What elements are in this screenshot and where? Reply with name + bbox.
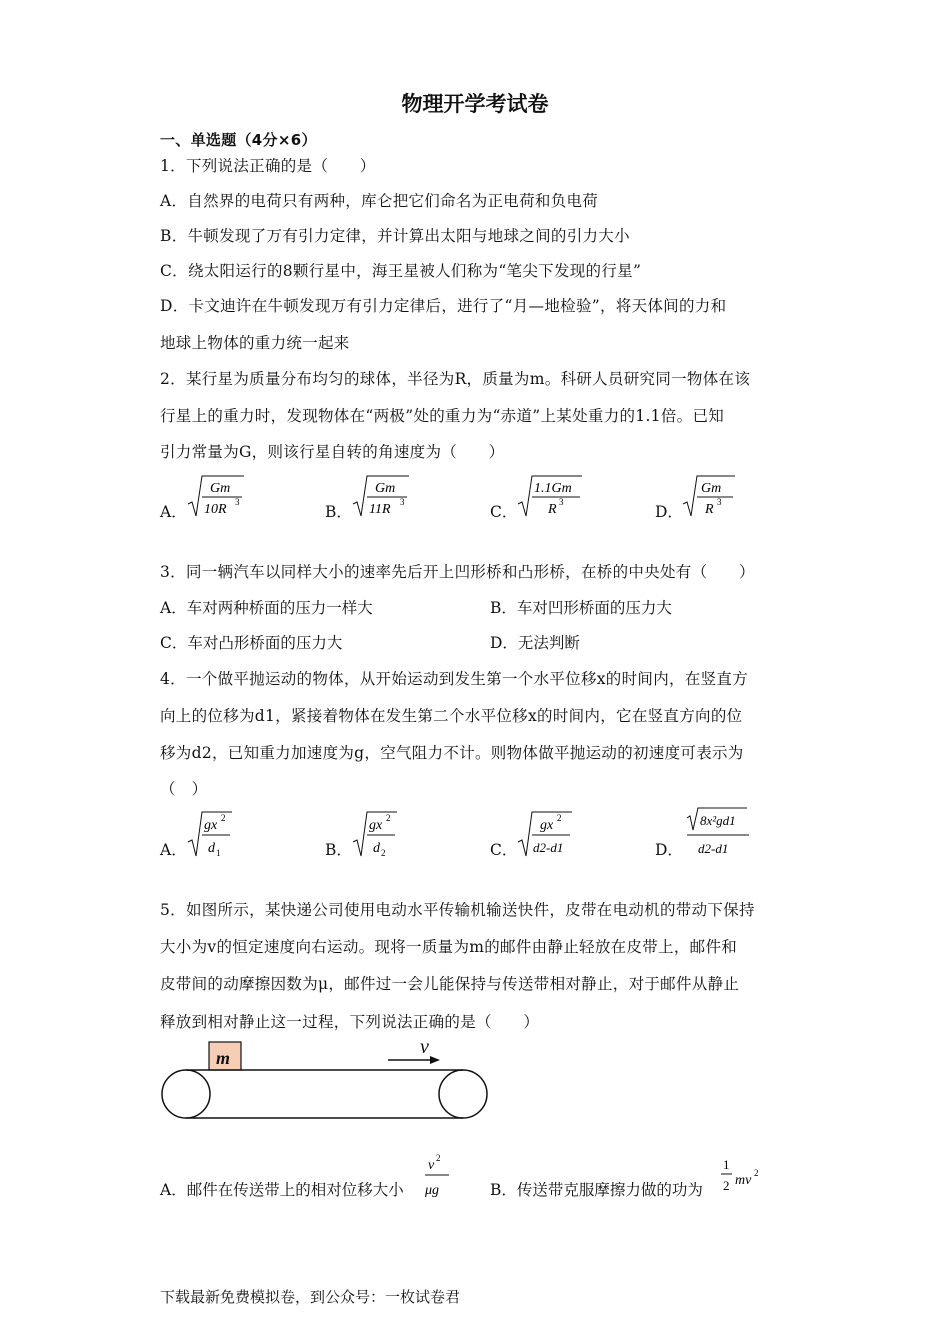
svg-text:2: 2 [723, 1178, 730, 1193]
q5-option-a-formula [423, 1152, 455, 1206]
q2-option-b-formula [351, 472, 411, 524]
q5-option-b-formula [718, 1152, 770, 1206]
q2-option-a-formula [186, 472, 246, 524]
q5-option-a: A．邮件在传送带上的相对位移大小 [160, 1181, 404, 1199]
q5-stem-line4: 释放到相对静止这一过程，下列说法正确的是（ ） [160, 1013, 540, 1031]
q1-option-a: A．自然界的电荷只有两种，库仑把它们命名为正电荷和负电荷 [160, 192, 599, 210]
q3-stem: 3．同一辆汽车以同样大小的速率先后开上凹形桥和凸形桥，在桥的中央处有（ ） [160, 563, 755, 581]
q4-option-b-formula [351, 808, 401, 864]
svg-text:μg: μg [425, 1183, 440, 1198]
svg-text:d2-d1: d2-d1 [533, 840, 564, 855]
q3-option-b: B．车对凹形桥面的压力大 [490, 599, 672, 617]
svg-text:gx: gx [369, 818, 383, 833]
q2-stem-line3: 引力常量为G，则该行星自转的角速度为（ ） [160, 443, 505, 461]
q2-stem-line2: 行星上的重力时，发现物体在“两极”处的重力为“赤道”上某处重力的1.1倍。已知 [160, 407, 725, 425]
q5-stem-line2: 大小为v的恒定速度向右运动。现将一质量为m的邮件由静止轻放在皮带上，邮件和 [160, 938, 738, 956]
svg-text:R: R [705, 502, 714, 517]
mass-label: m [216, 1048, 231, 1068]
q4-label-d: D． [655, 841, 683, 859]
q5-option-b: B．传送带克服摩擦力做的功为 [490, 1181, 703, 1199]
footer-note: 下载最新免费模拟卷，到公众号：一枚试卷君 [160, 1288, 461, 1306]
svg-text:d: d [208, 841, 215, 856]
svg-text:3: 3 [559, 497, 564, 507]
svg-text:2: 2 [221, 813, 226, 823]
svg-text:2: 2 [381, 848, 386, 858]
left-roller [162, 1070, 210, 1118]
velocity-arrowhead [430, 1056, 440, 1064]
q4-stem-line4: （ ） [160, 780, 208, 798]
q2-option-d-formula [681, 472, 737, 524]
q5-stem-line1: 5．如图所示，某快递公司使用电动水平传输机输送快件，皮带在电动机的带动下保持 [160, 901, 755, 919]
svg-text:10R: 10R [204, 502, 227, 517]
svg-text:2: 2 [557, 813, 562, 823]
q2-label-d: D． [655, 503, 683, 521]
q2-stem-line1: 2．某行星为质量分布均匀的球体，半径为R，质量为m。科研人员研究同一物体在该 [160, 370, 751, 388]
q4-option-d-formula [683, 806, 753, 866]
page-title: 物理开学考试卷 [401, 92, 549, 116]
right-roller [439, 1070, 487, 1118]
q4-option-a-formula [186, 808, 236, 864]
q2-option-c-formula [516, 472, 584, 524]
q3-option-c: C．车对凸形桥面的压力大 [160, 634, 343, 652]
conveyor-belt-figure [158, 1036, 493, 1128]
svg-text:2: 2 [436, 1153, 441, 1163]
svg-text:3: 3 [235, 497, 240, 507]
velocity-label: v [420, 1036, 429, 1058]
svg-text:2: 2 [386, 813, 391, 823]
q4-stem-line2: 向上的位移为d1，紧接着物体在发生第二个水平位移x的时间内，它在竖直方向的位 [160, 707, 743, 725]
svg-text:3: 3 [717, 497, 722, 507]
svg-text:1: 1 [216, 848, 221, 858]
svg-text:R: R [548, 502, 557, 517]
q4-stem-line1: 4．一个做平抛运动的物体，从开始运动到发生第一个水平位移x的时间内，在竖直方 [160, 670, 749, 688]
q1-stem: 1．下列说法正确的是（ ） [160, 157, 376, 175]
svg-text:8x²gd1: 8x²gd1 [700, 813, 736, 828]
svg-text:gx: gx [540, 818, 554, 833]
q3-option-d: D．无法判断 [490, 634, 580, 652]
q4-label-c: C． [490, 841, 518, 859]
q2-label-c: C． [490, 503, 518, 521]
q3-option-a: A．车对两种桥面的压力一样大 [160, 599, 373, 617]
q4-stem-line3: 移为d2，已知重力加速度为g，空气阻力不计。则物体做平抛运动的初速度可表示为 [160, 744, 744, 762]
q2-label-b: B． [325, 503, 352, 521]
svg-text:Gm: Gm [375, 481, 396, 496]
svg-text:Gm: Gm [701, 481, 722, 496]
svg-text:2: 2 [754, 1168, 759, 1178]
q1-option-c: C．绕太阳运行的8颗行星中，海王星被人们称为“笔尖下发现的行星” [160, 262, 642, 280]
q1-option-d: D．卡文迪许在牛顿发现万有引力定律后，进行了“月—地检验”，将天体间的力和 [160, 297, 727, 315]
svg-text:d2-d1: d2-d1 [698, 841, 729, 856]
q4-label-b: B． [325, 841, 352, 859]
svg-text:d: d [373, 841, 380, 856]
svg-text:v: v [428, 1158, 435, 1173]
svg-text:1: 1 [723, 1157, 730, 1172]
q1-option-d-cont: 地球上物体的重力统一起来 [160, 334, 350, 352]
q4-option-c-formula [516, 808, 576, 864]
svg-text:gx: gx [204, 818, 218, 833]
q4-label-a: A． [160, 841, 187, 859]
q5-stem-line3: 皮带间的动摩擦因数为μ，邮件过一会儿能保持与传送带相对静止，对于邮件从静止 [160, 975, 740, 993]
q2-label-a: A． [160, 503, 187, 521]
svg-text:11R: 11R [369, 502, 391, 517]
svg-text:mv: mv [735, 1173, 752, 1188]
svg-text:3: 3 [400, 497, 405, 507]
svg-text:1.1Gm: 1.1Gm [534, 481, 572, 496]
svg-text:Gm: Gm [210, 481, 231, 496]
section-heading: 一、单选题（4分×6） [160, 131, 317, 149]
q1-option-b: B．牛顿发现了万有引力定律，并计算出太阳与地球之间的引力大小 [160, 227, 630, 245]
